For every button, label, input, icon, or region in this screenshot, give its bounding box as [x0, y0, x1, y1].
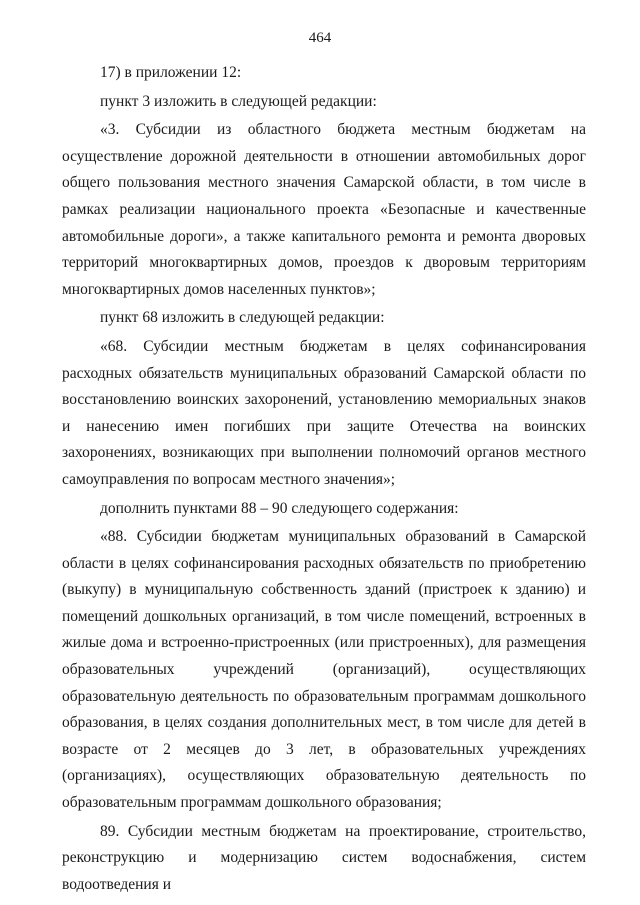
paragraph-point-3-instruction: пункт 3 изложить в следующей редакции: [100, 92, 377, 110]
paragraph-point-68-text: «68. Субсидии местным бюджетам в целях софинансирования расходных обязательств муниципальных образований Самарской области по восстановлению воинских захоронений, установлению мемориальных знаков и нанесению имен погибших при защите Отечества на воинских захоронениях, возникающих при выполнении полномочий органов местного самоуправления по вопросам местного значения»; [62, 337, 586, 488]
paragraph-point-88-text: «88. Субсидии бюджетам муниципальных образований в Самарской области в целях софинансирования расходных обязательств по приобретению (выкупу) в муниципальную собственность зданий (пристроек к зданию) и помещений дошкольных организаций, в том числе помещений, встроенных в жилые дома и встроенно-пристроенных (или пристроенных), для размещения образовательных учреждений (организаций), осуществляющих образовательную деятельность по образовательным программам дошкольного образования, в целях создания дополнительных мест, в том числе для детей в возрасте от 2 месяцев до 3 лет, в образовательных учреждениях (организациях), осуществляющих образовательную деятельность по образовательным программам дошкольного образования; [62, 528, 586, 812]
paragraph-item-17-intro: 17) в приложении 12: [100, 64, 242, 81]
paragraph-points-88-90-instruction: дополнить пунктами 88 – 90 следующего содержания: [100, 499, 459, 517]
document-body [62, 60, 586, 898]
page-number: 464 [308, 30, 332, 46]
paragraph-point-3-text: «3. Субсидии из областного бюджета местным бюджетам на осуществление дорожной деятельности в отношении автомобильных дорог общего пользования местного значения Самарской области, в том числе в рамках реализации национального проекта «Безопасные и качественные автомобильные дороги», а также капитального ремонта и ремонта дворовых территорий многоквартирных домов, проездов к дворовым территориям многоквартирных домов населенных пунктов»; [62, 121, 586, 298]
paragraph-point-89-text: 89. Субсидии местным бюджетам на проектирование, строительство, реконструкцию и модернизацию систем водоснабжения, систем водоотведения и [62, 822, 586, 893]
paragraph-point-68-instruction: пункт 68 изложить в следующей редакции: [100, 309, 385, 327]
